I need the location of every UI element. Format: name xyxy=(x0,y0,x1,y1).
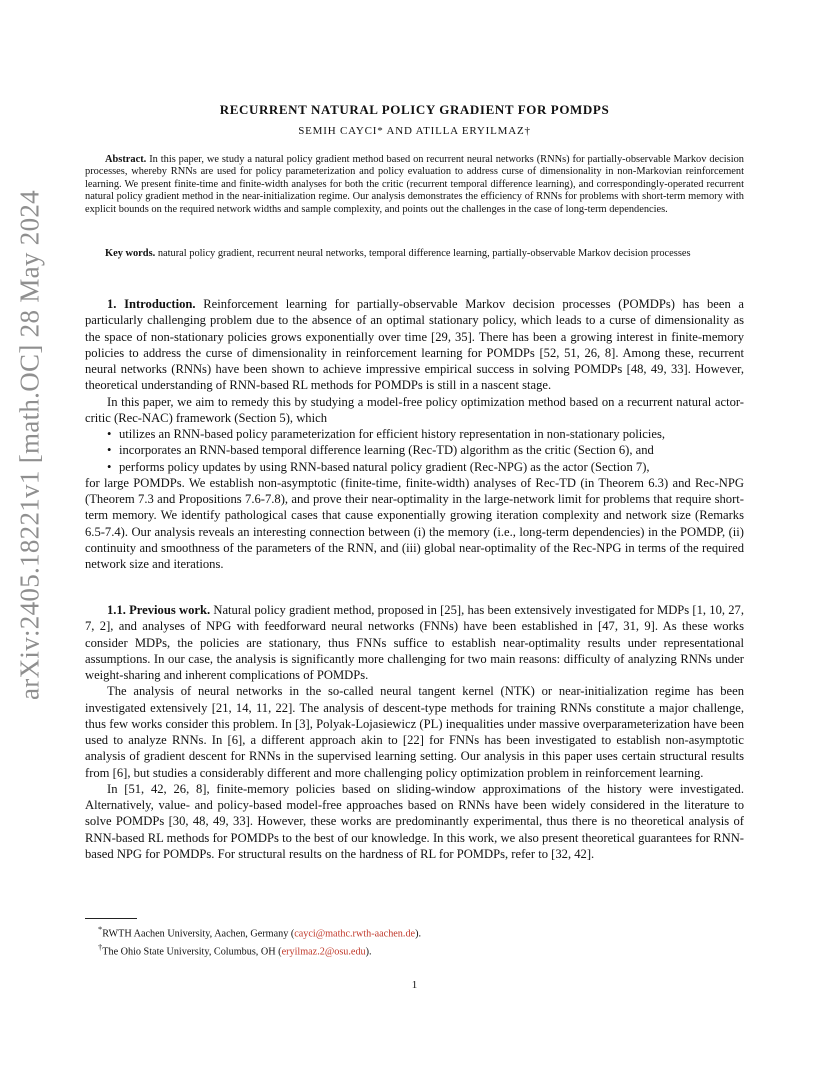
footnotes xyxy=(85,923,744,959)
intro-paragraph-2: In this paper, we aim to remedy this by studying a model-free policy optimization method based on a recurrent natural actor-critic (Rec-NAC) framework (Section 5), which xyxy=(85,394,744,425)
keywords xyxy=(85,248,744,260)
prev-heading: 1.1. Previous work. xyxy=(107,603,211,617)
abstract-label: Abstract. xyxy=(105,154,147,165)
intro-p1-text: Reinforcement learning for partially-observable Markov decision processes (POMDPs) has been a particularly challenging problem due to the absence of an optimal stationary policy, which leads to a curse of dimensionality as the space of non-stationary policies grows exponentially over time [29, 35]. There has been a growing interest in finite-memory policies to address the curse of dimensionality in reinforcement learning for POMDPs [52, 51, 26, 8]. Among these, recurrent neural networks (RNNs) have been shown to achieve impressive empirical success in solving POMDPs [48, 49, 33]. However, theoretical understanding of RNN-based RL methods for POMDPs is still in a nascent stage. xyxy=(85,297,745,393)
prev-paragraph-2: The analysis of neural networks in the so-called neural tangent kernel (NTK) or near-initialization regime has been investigated extensively [21, 14, 11, 22]. The analysis of descent-type methods for training RNNs constitute a major challenge, thus few works consider this problem. In [3], Polyak-Lojasiewicz (PL) inequalities under massive overparameterization have been used to analyze RNNs. In [6], a different approach akin to [22] for FNNs has been investigated to establish non-asymptotic analysis of gradient descent for RNNs in the supervised learning setting. Our analysis in this paper uses certain structural results from [6], but studies a considerably different and more challenging policy optimization problem in reinforcement learning. xyxy=(85,684,744,780)
introduction-section xyxy=(85,296,744,572)
list-item-text: utilizes an RNN-based policy parameterization for efficient history representation in non-stationary policies, xyxy=(119,427,666,441)
footnote: †The Ohio State University, Columbus, OH (eryilmaz.2@osu.edu). xyxy=(98,941,372,958)
paper-authors: SEMIH CAYCI* AND ATILLA ERYILMAZ† xyxy=(298,125,531,137)
previous-work-section xyxy=(85,602,744,862)
arxiv-identifier: arXiv:2405.18221v1 [math.OC] 28 May 2024 xyxy=(14,190,45,700)
intro-paragraph-3: for large POMDPs. We establish non-asymptotic (finite-time, finite-width) analyses of Rec-TD (in Theorem 6.3) and Rec-NPG (Theorem 7.3 and Propositions 7.6-7.8), and prove their near-optimality in the large-network limit for problems that require short-term memory. We identify pathological cases that cause exponentially growing iteration complexity and network size (Remarks 6.5-7.4). Our analysis reveals an interesting connection between (i) the memory (i.e., long-term dependencies) in the POMDP, (ii) continuity and smoothness of the parameters of the RNN, and (iii) global near-optimality of the Rec-NPG in terms of the required network size and iterations. xyxy=(85,475,744,571)
prev-paragraph-1 xyxy=(85,602,744,683)
list-item: • utilizes an RNN-based policy parameterization for efficient history representation in non-stationary policies, xyxy=(85,426,744,442)
prev-p1-text: Natural policy gradient method, proposed in [25], has been extensively investigated for MDPs [1, 10, 27, 7, 2], and analyses of NPG with feedforward neural networks (FNNs) have been established in [47, 31, 9]. As these works consider MDPs, the policies are stationary, thus FNNs suffice to establish near-optimality results under representational assumptions. In our case, the analysis is significantly more challenging for two main reasons: difficulty of analyzing RNNs under weight-sharing and inherent complications of POMDPs. xyxy=(85,603,745,682)
abstract-text: In this paper, we study a natural policy gradient method based on recurrent neural networks (RNNs) for partially-observable Markov decision processes, whereby RNNs are used for policy parameterization and policy evaluation to address curse of dimensionality in non-Markovian reinforcement learning. We present finite-time and finite-width analyses for both the critic (recurrent temporal difference learning), and correspondingly-operated recurrent natural policy gradient method in the near-initialization regime. Our analysis demonstrates the efficiency of RNNs for problems with short-term memory with explicit bounds on the required network widths and sample complexity, and points out the challenges in the case of long-term dependencies. xyxy=(85,154,744,215)
email-link[interactable]: eryilmaz.2@osu.edu xyxy=(281,946,366,958)
contribution-list xyxy=(85,426,744,475)
email-link[interactable]: cayci@mathc.rwth-aachen.de xyxy=(294,928,416,940)
paper-title: RECURRENT NATURAL POLICY GRADIENT FOR POMDPS xyxy=(219,102,610,117)
list-item-text: incorporates an RNN-based temporal difference learning (Rec-TD) algorithm as the critic (Section 6), and xyxy=(119,443,654,458)
page-number: 1 xyxy=(411,979,418,991)
keywords-label: Key words. xyxy=(105,248,156,259)
intro-heading: 1. Introduction. xyxy=(107,297,196,311)
abstract xyxy=(85,154,744,216)
list-item: • performs policy updates by using RNN-based natural policy gradient (Rec-NPG) as the actor (Section 7), xyxy=(85,459,744,475)
footnote: *RWTH Aachen University, Aachen, Germany (cayci@mathc.rwth-aachen.de). xyxy=(98,924,422,940)
list-item: • incorporates an RNN-based temporal difference learning (Rec-TD) algorithm as the critic (Section 6), and xyxy=(85,442,744,458)
footnote-rule xyxy=(85,918,137,919)
intro-paragraph-1 xyxy=(85,296,744,394)
list-item-text: performs policy updates by using RNN-based natural policy gradient (Rec-NPG) as the actor (Section 7), xyxy=(119,459,650,474)
keywords-text: natural policy gradient, recurrent neural networks, temporal difference learning, partially-observable Markov decision processes xyxy=(157,248,691,259)
arxiv-sidebar xyxy=(0,190,60,700)
prev-paragraph-3: In [51, 42, 26, 8], finite-memory policies based on sliding-window approximations of the history were investigated. Alternatively, value- and policy-based model-free approaches based on RNNs have been widely considered in the literature to solve POMDPs [30, 48, 49, 33]. However, these works are predominantly experimental, thus there is no theoretical analysis of RNN-based RL methods for POMDPs to the best of our knowledge. In this work, we also present theoretical guarantees for RNN-based NPG for POMDPs. For structural results on the hardness of RL for POMDPs, refer to [32, 42]. xyxy=(85,781,744,861)
